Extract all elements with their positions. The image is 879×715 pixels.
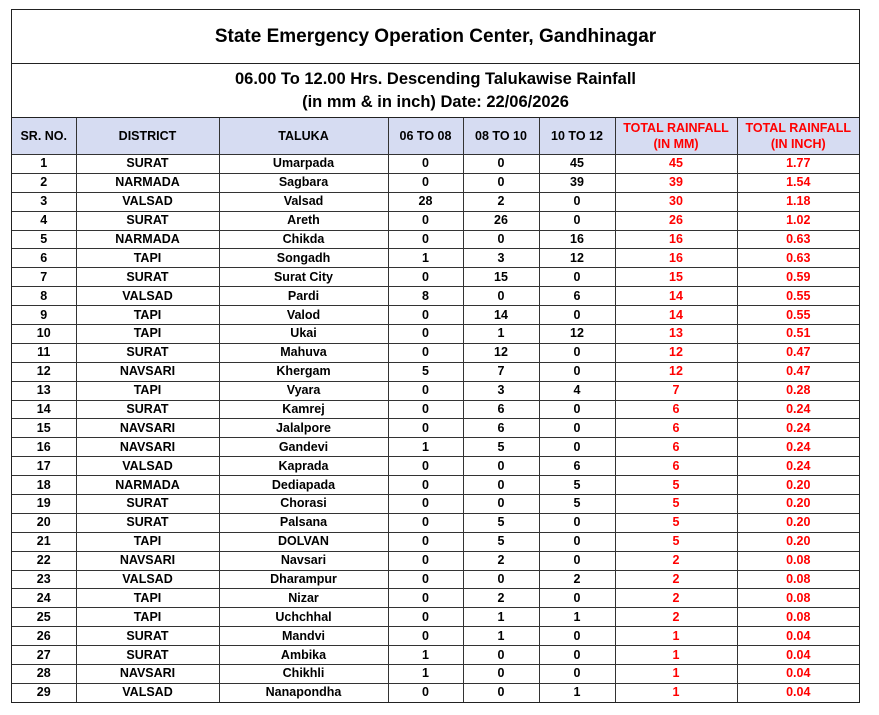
08-to-10-cell: 1 (463, 627, 539, 646)
district-cell: VALSAD (76, 192, 219, 211)
district-cell: NAVSARI (76, 419, 219, 438)
taluka-cell: Ambika (219, 646, 388, 665)
total-mm-cell: 6 (615, 400, 737, 419)
district-cell: SURAT (76, 155, 219, 174)
sr-no-cell: 22 (12, 551, 76, 570)
sr-no-cell: 23 (12, 570, 76, 589)
06-to-08-cell: 0 (388, 608, 463, 627)
district-cell: NAVSARI (76, 665, 219, 684)
total-inch-cell: 0.63 (737, 249, 859, 268)
06-to-08-cell: 0 (388, 476, 463, 495)
total-mm-cell: 15 (615, 268, 737, 287)
total-mm-cell: 2 (615, 551, 737, 570)
district-cell: SURAT (76, 400, 219, 419)
total-inch-cell: 0.20 (737, 532, 859, 551)
10-to-12-cell: 0 (539, 551, 615, 570)
06-to-08-cell: 1 (388, 665, 463, 684)
table-row (12, 589, 859, 608)
district-cell: NARMADA (76, 476, 219, 495)
total-inch-cell: 0.24 (737, 400, 859, 419)
08-to-10-cell: 5 (463, 513, 539, 532)
10-to-12-cell: 0 (539, 400, 615, 419)
sr-no-cell: 3 (12, 192, 76, 211)
taluka-cell: Chorasi (219, 495, 388, 514)
total-mm-cell: 5 (615, 495, 737, 514)
06-to-08-cell: 0 (388, 627, 463, 646)
08-to-10-cell: 0 (463, 683, 539, 701)
table-row (12, 362, 859, 381)
taluka-cell: Uchchhal (219, 608, 388, 627)
table-row (12, 532, 859, 551)
total-mm-cell: 5 (615, 532, 737, 551)
total-mm-cell: 2 (615, 570, 737, 589)
10-to-12-cell: 2 (539, 570, 615, 589)
06-to-08-cell: 0 (388, 457, 463, 476)
table-row (12, 192, 859, 211)
taluka-cell: Songadh (219, 249, 388, 268)
10-to-12-cell: 39 (539, 173, 615, 192)
sr-no-cell: 20 (12, 513, 76, 532)
total-mm-cell: 6 (615, 419, 737, 438)
district-cell: TAPI (76, 306, 219, 325)
10-to-12-cell: 0 (539, 192, 615, 211)
10-to-12-cell: 1 (539, 608, 615, 627)
taluka-cell: Dediapada (219, 476, 388, 495)
total-mm-cell: 2 (615, 589, 737, 608)
taluka-cell: Palsana (219, 513, 388, 532)
sr-no-cell: 5 (12, 230, 76, 249)
taluka-cell: Dharampur (219, 570, 388, 589)
total-inch-cell: 1.18 (737, 192, 859, 211)
total-mm-cell: 14 (615, 306, 737, 325)
10-to-12-cell: 0 (539, 438, 615, 457)
sr-no-cell: 15 (12, 419, 76, 438)
district-cell: NARMADA (76, 173, 219, 192)
sr-no-cell: 1 (12, 155, 76, 174)
sr-no-cell: 17 (12, 457, 76, 476)
table-row (12, 476, 859, 495)
total-mm-cell: 16 (615, 249, 737, 268)
06-to-08-cell: 0 (388, 173, 463, 192)
10-to-12-cell: 0 (539, 665, 615, 684)
08-to-10-cell: 2 (463, 589, 539, 608)
taluka-cell: Sagbara (219, 173, 388, 192)
table-row (12, 608, 859, 627)
sr-no-cell: 28 (12, 665, 76, 684)
table-row (12, 438, 859, 457)
table-row (12, 570, 859, 589)
08-to-10-cell: 0 (463, 665, 539, 684)
total-mm-cell: 12 (615, 343, 737, 362)
table-row (12, 513, 859, 532)
10-to-12-cell: 0 (539, 419, 615, 438)
taluka-cell: Chikhli (219, 665, 388, 684)
report-title: State Emergency Operation Center, Gandhinagar (12, 10, 859, 64)
district-cell: NAVSARI (76, 362, 219, 381)
district-cell: NARMADA (76, 230, 219, 249)
table-row (12, 155, 859, 174)
header-10-to-12: 10 TO 12 (539, 118, 615, 155)
total-inch-cell: 0.24 (737, 438, 859, 457)
06-to-08-cell: 0 (388, 589, 463, 608)
taluka-cell: Valod (219, 306, 388, 325)
06-to-08-cell: 0 (388, 325, 463, 344)
sr-no-cell: 4 (12, 211, 76, 230)
total-inch-cell: 0.20 (737, 495, 859, 514)
08-to-10-cell: 14 (463, 306, 539, 325)
taluka-cell: Nizar (219, 589, 388, 608)
header-total-mm (615, 118, 737, 155)
10-to-12-cell: 0 (539, 268, 615, 287)
10-to-12-cell: 0 (539, 532, 615, 551)
08-to-10-cell: 0 (463, 230, 539, 249)
total-inch-cell: 0.51 (737, 325, 859, 344)
06-to-08-cell: 0 (388, 551, 463, 570)
06-to-08-cell: 0 (388, 230, 463, 249)
table-row (12, 683, 859, 701)
sr-no-cell: 18 (12, 476, 76, 495)
table-row (12, 230, 859, 249)
district-cell: SURAT (76, 268, 219, 287)
06-to-08-cell: 0 (388, 495, 463, 514)
sr-no-cell: 11 (12, 343, 76, 362)
table-row (12, 249, 859, 268)
10-to-12-cell: 0 (539, 343, 615, 362)
06-to-08-cell: 0 (388, 211, 463, 230)
total-mm-cell: 5 (615, 476, 737, 495)
total-mm-cell: 1 (615, 683, 737, 701)
total-mm-cell: 6 (615, 457, 737, 476)
total-mm-cell: 7 (615, 381, 737, 400)
header-06-to-08: 06 TO 08 (388, 118, 463, 155)
08-to-10-cell: 6 (463, 400, 539, 419)
10-to-12-cell: 6 (539, 287, 615, 306)
10-to-12-cell: 5 (539, 476, 615, 495)
sr-no-cell: 25 (12, 608, 76, 627)
08-to-10-cell: 0 (463, 287, 539, 306)
10-to-12-cell: 45 (539, 155, 615, 174)
taluka-cell: Jalalpore (219, 419, 388, 438)
total-mm-cell: 30 (615, 192, 737, 211)
10-to-12-cell: 4 (539, 381, 615, 400)
table-body (12, 155, 859, 702)
06-to-08-cell: 0 (388, 155, 463, 174)
10-to-12-cell: 12 (539, 249, 615, 268)
10-to-12-cell: 0 (539, 362, 615, 381)
table-row (12, 665, 859, 684)
taluka-cell: Nanapondha (219, 683, 388, 701)
district-cell: SURAT (76, 343, 219, 362)
total-inch-cell: 0.24 (737, 419, 859, 438)
sr-no-cell: 2 (12, 173, 76, 192)
10-to-12-cell: 16 (539, 230, 615, 249)
06-to-08-cell: 0 (388, 683, 463, 701)
district-cell: SURAT (76, 627, 219, 646)
total-inch-cell: 0.20 (737, 513, 859, 532)
sr-no-cell: 7 (12, 268, 76, 287)
sr-no-cell: 12 (12, 362, 76, 381)
district-cell: VALSAD (76, 570, 219, 589)
rainfall-table (12, 118, 859, 702)
06-to-08-cell: 1 (388, 646, 463, 665)
total-inch-cell: 0.59 (737, 268, 859, 287)
taluka-cell: Valsad (219, 192, 388, 211)
table-row (12, 495, 859, 514)
08-to-10-cell: 1 (463, 325, 539, 344)
06-to-08-cell: 0 (388, 419, 463, 438)
total-mm-cell: 2 (615, 608, 737, 627)
08-to-10-cell: 0 (463, 155, 539, 174)
06-to-08-cell: 0 (388, 532, 463, 551)
district-cell: TAPI (76, 249, 219, 268)
sr-no-cell: 10 (12, 325, 76, 344)
table-row (12, 211, 859, 230)
08-to-10-cell: 0 (463, 173, 539, 192)
table-row (12, 325, 859, 344)
sr-no-cell: 16 (12, 438, 76, 457)
sr-no-cell: 6 (12, 249, 76, 268)
total-inch-cell: 0.55 (737, 306, 859, 325)
total-mm-cell: 6 (615, 438, 737, 457)
10-to-12-cell: 6 (539, 457, 615, 476)
district-cell: SURAT (76, 495, 219, 514)
10-to-12-cell: 5 (539, 495, 615, 514)
08-to-10-cell: 0 (463, 570, 539, 589)
total-inch-cell: 0.08 (737, 551, 859, 570)
total-mm-cell: 1 (615, 665, 737, 684)
table-row (12, 457, 859, 476)
total-mm-cell: 39 (615, 173, 737, 192)
10-to-12-cell: 0 (539, 646, 615, 665)
sr-no-cell: 13 (12, 381, 76, 400)
06-to-08-cell: 0 (388, 381, 463, 400)
taluka-cell: Gandevi (219, 438, 388, 457)
10-to-12-cell: 0 (539, 627, 615, 646)
08-to-10-cell: 7 (463, 362, 539, 381)
total-mm-cell: 5 (615, 513, 737, 532)
total-inch-cell: 0.04 (737, 665, 859, 684)
district-cell: NAVSARI (76, 438, 219, 457)
total-inch-cell: 1.77 (737, 155, 859, 174)
rainfall-report (11, 9, 860, 703)
06-to-08-cell: 0 (388, 268, 463, 287)
08-to-10-cell: 26 (463, 211, 539, 230)
table-header-row (12, 118, 859, 155)
06-to-08-cell: 28 (388, 192, 463, 211)
total-mm-cell: 16 (615, 230, 737, 249)
06-to-08-cell: 8 (388, 287, 463, 306)
10-to-12-cell: 12 (539, 325, 615, 344)
sr-no-cell: 19 (12, 495, 76, 514)
08-to-10-cell: 2 (463, 551, 539, 570)
06-to-08-cell: 5 (388, 362, 463, 381)
table-row (12, 173, 859, 192)
taluka-cell: Kamrej (219, 400, 388, 419)
total-mm-cell: 1 (615, 627, 737, 646)
table-row (12, 381, 859, 400)
08-to-10-cell: 0 (463, 457, 539, 476)
total-inch-cell: 0.63 (737, 230, 859, 249)
table-row (12, 627, 859, 646)
report-subtitle (12, 64, 859, 118)
sr-no-cell: 8 (12, 287, 76, 306)
district-cell: VALSAD (76, 683, 219, 701)
08-to-10-cell: 3 (463, 249, 539, 268)
total-inch-cell: 0.08 (737, 608, 859, 627)
sr-no-cell: 14 (12, 400, 76, 419)
total-inch-cell: 0.28 (737, 381, 859, 400)
total-mm-cell: 12 (615, 362, 737, 381)
08-to-10-cell: 3 (463, 381, 539, 400)
taluka-cell: Kaprada (219, 457, 388, 476)
total-inch-cell: 0.04 (737, 646, 859, 665)
06-to-08-cell: 0 (388, 343, 463, 362)
table-row (12, 268, 859, 287)
header-total-mm-line1: TOTAL RAINFALL (623, 121, 729, 135)
table-row (12, 400, 859, 419)
10-to-12-cell: 0 (539, 589, 615, 608)
sr-no-cell: 9 (12, 306, 76, 325)
taluka-cell: Vyara (219, 381, 388, 400)
total-inch-cell: 0.55 (737, 287, 859, 306)
08-to-10-cell: 0 (463, 476, 539, 495)
total-inch-cell: 1.02 (737, 211, 859, 230)
taluka-cell: Navsari (219, 551, 388, 570)
taluka-cell: Areth (219, 211, 388, 230)
header-total-mm-line2: (IN MM) (653, 137, 699, 151)
table-row (12, 551, 859, 570)
06-to-08-cell: 0 (388, 400, 463, 419)
08-to-10-cell: 5 (463, 438, 539, 457)
district-cell: TAPI (76, 608, 219, 627)
08-to-10-cell: 2 (463, 192, 539, 211)
taluka-cell: Ukai (219, 325, 388, 344)
district-cell: TAPI (76, 532, 219, 551)
district-cell: TAPI (76, 381, 219, 400)
header-08-to-10: 08 TO 10 (463, 118, 539, 155)
sr-no-cell: 29 (12, 683, 76, 701)
subtitle-line-1: 06.00 To 12.00 Hrs. Descending Talukawise Rainfall (234, 69, 637, 88)
total-mm-cell: 26 (615, 211, 737, 230)
10-to-12-cell: 0 (539, 306, 615, 325)
06-to-08-cell: 0 (388, 513, 463, 532)
sr-no-cell: 21 (12, 532, 76, 551)
sr-no-cell: 24 (12, 589, 76, 608)
district-cell: SURAT (76, 513, 219, 532)
08-to-10-cell: 6 (463, 419, 539, 438)
08-to-10-cell: 0 (463, 495, 539, 514)
header-sr-no: SR. NO. (12, 118, 76, 155)
total-inch-cell: 0.08 (737, 570, 859, 589)
sr-no-cell: 26 (12, 627, 76, 646)
06-to-08-cell: 1 (388, 438, 463, 457)
taluka-cell: Pardi (219, 287, 388, 306)
taluka-cell: Chikda (219, 230, 388, 249)
table-row (12, 287, 859, 306)
district-cell: TAPI (76, 589, 219, 608)
district-cell: VALSAD (76, 287, 219, 306)
total-inch-cell: 0.47 (737, 362, 859, 381)
08-to-10-cell: 12 (463, 343, 539, 362)
total-mm-cell: 14 (615, 287, 737, 306)
08-to-10-cell: 5 (463, 532, 539, 551)
total-inch-cell: 0.08 (737, 589, 859, 608)
district-cell: TAPI (76, 325, 219, 344)
06-to-08-cell: 0 (388, 570, 463, 589)
total-mm-cell: 45 (615, 155, 737, 174)
header-taluka: TALUKA (219, 118, 388, 155)
08-to-10-cell: 15 (463, 268, 539, 287)
table-row (12, 343, 859, 362)
08-to-10-cell: 0 (463, 646, 539, 665)
10-to-12-cell: 0 (539, 513, 615, 532)
taluka-cell: DOLVAN (219, 532, 388, 551)
taluka-cell: Khergam (219, 362, 388, 381)
taluka-cell: Surat City (219, 268, 388, 287)
subtitle-line-2: (in mm & in inch) Date: 22/06/2026 (302, 92, 569, 111)
total-inch-cell: 0.04 (737, 683, 859, 701)
sr-no-cell: 27 (12, 646, 76, 665)
district-cell: VALSAD (76, 457, 219, 476)
table-row (12, 419, 859, 438)
taluka-cell: Umarpada (219, 155, 388, 174)
header-district: DISTRICT (76, 118, 219, 155)
total-mm-cell: 1 (615, 646, 737, 665)
10-to-12-cell: 0 (539, 211, 615, 230)
total-inch-cell: 0.20 (737, 476, 859, 495)
06-to-08-cell: 1 (388, 249, 463, 268)
header-total-inch (737, 118, 859, 155)
total-mm-cell: 13 (615, 325, 737, 344)
total-inch-cell: 0.24 (737, 457, 859, 476)
table-row (12, 306, 859, 325)
district-cell: NAVSARI (76, 551, 219, 570)
taluka-cell: Mandvi (219, 627, 388, 646)
total-inch-cell: 0.04 (737, 627, 859, 646)
header-total-inch-line2: (IN INCH) (770, 137, 826, 151)
10-to-12-cell: 1 (539, 683, 615, 701)
taluka-cell: Mahuva (219, 343, 388, 362)
total-inch-cell: 0.47 (737, 343, 859, 362)
district-cell: SURAT (76, 646, 219, 665)
06-to-08-cell: 0 (388, 306, 463, 325)
table-row (12, 646, 859, 665)
district-cell: SURAT (76, 211, 219, 230)
08-to-10-cell: 1 (463, 608, 539, 627)
total-inch-cell: 1.54 (737, 173, 859, 192)
header-total-inch-line1: TOTAL RAINFALL (745, 121, 852, 135)
